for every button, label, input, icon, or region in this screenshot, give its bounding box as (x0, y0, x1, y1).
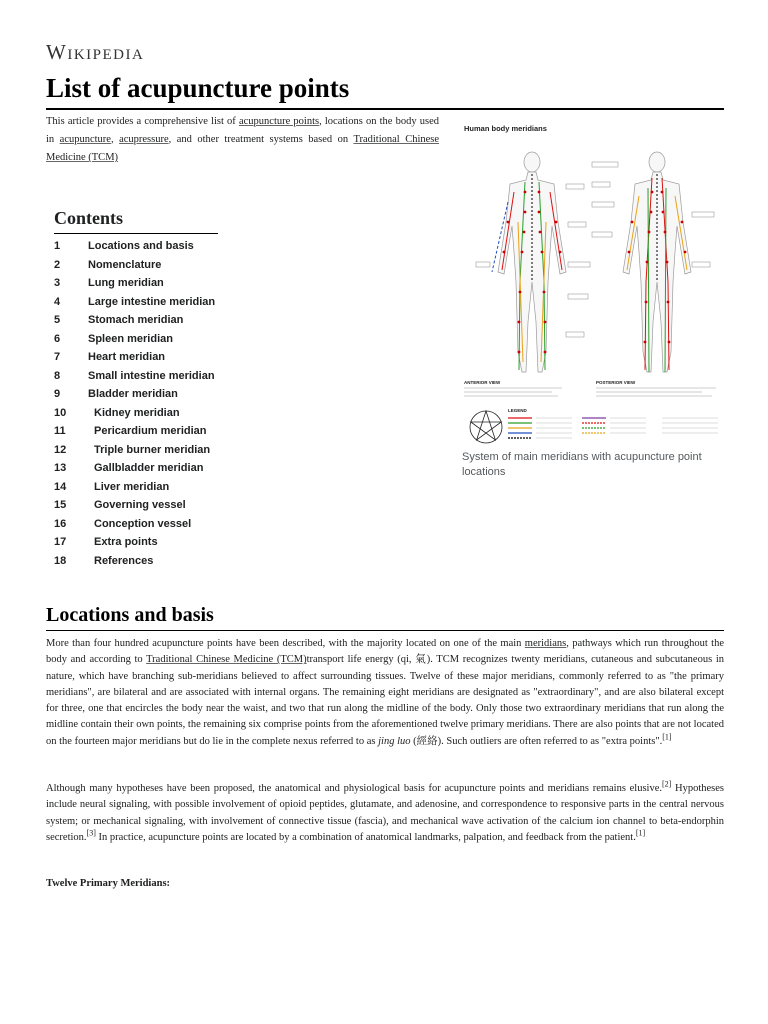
toc-item-number: 13 (54, 462, 67, 475)
toc-item[interactable] (54, 367, 220, 386)
toc-item-number: 1 (54, 240, 61, 253)
intro-paragraph: This article provides a comprehensive list of acupuncture points, locations on the body used in acupuncture, acupressure, and other treatment systems based on Traditional Chinese Medicine (TCM) (46, 116, 440, 163)
toc-item-label[interactable]: Pericardium meridian (94, 425, 207, 438)
view-key-lines (464, 388, 716, 396)
toc-item-number: 8 (54, 369, 61, 382)
toc-item[interactable] (54, 385, 220, 404)
toc-item-number: 15 (54, 499, 67, 512)
toc-item-number: 4 (54, 295, 61, 308)
toc-item-label[interactable]: Triple burner meridian (94, 443, 211, 456)
toc-item-number: 14 (54, 480, 67, 493)
toc-item-number: 11 (54, 425, 66, 438)
link-acupuncture-points[interactable]: acupuncture points (238, 116, 320, 127)
toc-item-number: 2 (54, 258, 61, 271)
citation-1b[interactable]: [1] (635, 828, 646, 838)
toc-item-label[interactable]: Governing vessel (94, 499, 186, 512)
toc-item[interactable] (54, 293, 220, 312)
toc-item-label[interactable]: Stomach meridian (88, 314, 184, 327)
section-heading-locations: Locations and basis (46, 604, 214, 626)
toc-item[interactable] (54, 274, 220, 293)
citation-2[interactable]: [2] (661, 779, 672, 789)
toc-item-label[interactable]: Bladder meridian (88, 388, 178, 401)
title-divider (46, 108, 724, 110)
link-tcm[interactable]: Traditional Chinese Medicine (TCM) (46, 134, 440, 163)
link-meridians[interactable]: meridians (524, 638, 567, 649)
toc-item-label[interactable]: References (94, 554, 154, 567)
locations-paragraph-2: Although many hypotheses have been proposed, the anatomical and physiological basis for acupuncture points and meridians remains elusive.[2] Hypotheses include neural signaling, with possible involvement of opioid peptides, glutamate, and adenosine, and correspondence to responsive parts in the central nervous system; or mechanical signaling, with involvement of connective tissue (fascia), and mechanical wave activation of the calcium ion channel to beta-endorphin secretion.[3] In practice, acupuncture points are located by a combination of anatomical landmarks, palpation, and feedback from the patient.[1] (46, 779, 724, 843)
toc-item-number: 10 (54, 406, 67, 419)
toc-item-label[interactable]: Nomenclature (88, 258, 162, 271)
toc-item[interactable] (54, 237, 220, 256)
toc-item-number: 5 (54, 314, 61, 327)
toc-item-label[interactable]: Large intestine meridian (88, 295, 216, 308)
toc-item-label[interactable]: Liver meridian (94, 480, 170, 493)
toc-item-label[interactable]: Spleen meridian (88, 332, 173, 345)
toc-item-number: 7 (54, 351, 61, 364)
toc-item-label[interactable]: Heart meridian (88, 351, 166, 364)
toc-item[interactable] (54, 330, 220, 349)
meridian-diagram[interactable] (462, 122, 724, 452)
toc-divider (54, 233, 218, 234)
locations-paragraph-1: More than four hundred acupuncture points have been described, with the majority located on one of the main meridians, pathways which run throughout the body and according to Traditional Chinese Medicine (TCM)transport life energy (qi, 氣). TCM recognizes twenty meridians, cutaneous and subcutaneous in nature, which have branching sub-meridians believed to affect surrounding tissues. Twelve of these major meridians, commonly referred to as "the primary meridians", are bilateral and are associated with internal organs. The remaining eight meridians are designated as "extraordinary", and are also bilateral except for three, one that encircles the body near the waist, and two that run along the midline of the body. Only those two extraordinary meridians that run along the midline contain their own points, the remaining six comprise points from the aforementioned twelve primary meridians. There are also points that are not located on the fourteen major meridians but do lie in the complete nexus referred to as jing luo (經絡). Such outliers are often referred to as "extra points".[1] (46, 638, 724, 747)
legend-label: LEGEND (508, 408, 527, 413)
toc-item[interactable] (54, 311, 220, 330)
toc-item-number: 16 (54, 517, 67, 530)
link-acupressure[interactable]: acupressure (119, 134, 169, 145)
toc-list (54, 237, 220, 570)
figure-caption: System of main meridians with acupuncture point locations (462, 451, 702, 478)
toc-item[interactable] (54, 348, 220, 367)
anterior-view-label: ANTERIOR VIEW (464, 380, 501, 385)
posterior-view-label: POSTERIOR VIEW (596, 380, 636, 385)
section-divider (46, 630, 724, 631)
legend-color-keys (508, 418, 718, 438)
toc-item[interactable] (54, 478, 220, 497)
toc-item[interactable] (54, 256, 220, 275)
toc-item-label[interactable]: Small intestine meridian (88, 369, 215, 382)
citation-1[interactable]: [1] (662, 732, 672, 742)
citation-3[interactable]: [3] (86, 828, 96, 838)
table-of-contents (54, 208, 220, 570)
page-title: List of acupuncture points (46, 73, 350, 103)
toc-item[interactable] (54, 441, 220, 460)
toc-item-label[interactable]: Conception vessel (94, 517, 192, 530)
jing-luo-term: jing luo (378, 735, 411, 747)
toc-item[interactable] (54, 459, 220, 478)
toc-item-number: 3 (54, 277, 61, 290)
toc-item-label[interactable]: Lung meridian (88, 277, 164, 290)
link-acupuncture[interactable]: acupuncture (59, 134, 111, 145)
toc-item-number: 18 (54, 554, 67, 567)
toc-item-number: 6 (54, 332, 61, 345)
toc-item-label[interactable]: Extra points (94, 536, 158, 549)
toc-item-number: 12 (54, 443, 67, 456)
subheading-twelve-primary-meridians: Twelve Primary Meridians: (46, 878, 171, 889)
wikipedia-wordmark[interactable]: Wikipedia (46, 40, 145, 64)
toc-item[interactable] (54, 515, 220, 534)
toc-item[interactable] (54, 552, 220, 571)
toc-item-number: 9 (54, 388, 61, 401)
link-traditional-chinese-medicine[interactable]: Traditional Chinese Medicine (TCM) (146, 654, 307, 666)
figure-heading: Human body meridians (464, 124, 547, 133)
toc-item-label[interactable]: Locations and basis (88, 240, 194, 253)
toc-item[interactable] (54, 422, 220, 441)
toc-item[interactable] (54, 533, 220, 552)
five-elements-star-icon (470, 411, 502, 443)
toc-title: Contents (54, 208, 124, 228)
toc-item[interactable] (54, 404, 220, 423)
toc-item-label[interactable]: Gallbladder meridian (94, 462, 204, 475)
toc-item-label[interactable]: Kidney meridian (94, 406, 180, 419)
toc-item[interactable] (54, 496, 220, 515)
toc-item-number: 17 (54, 536, 67, 549)
